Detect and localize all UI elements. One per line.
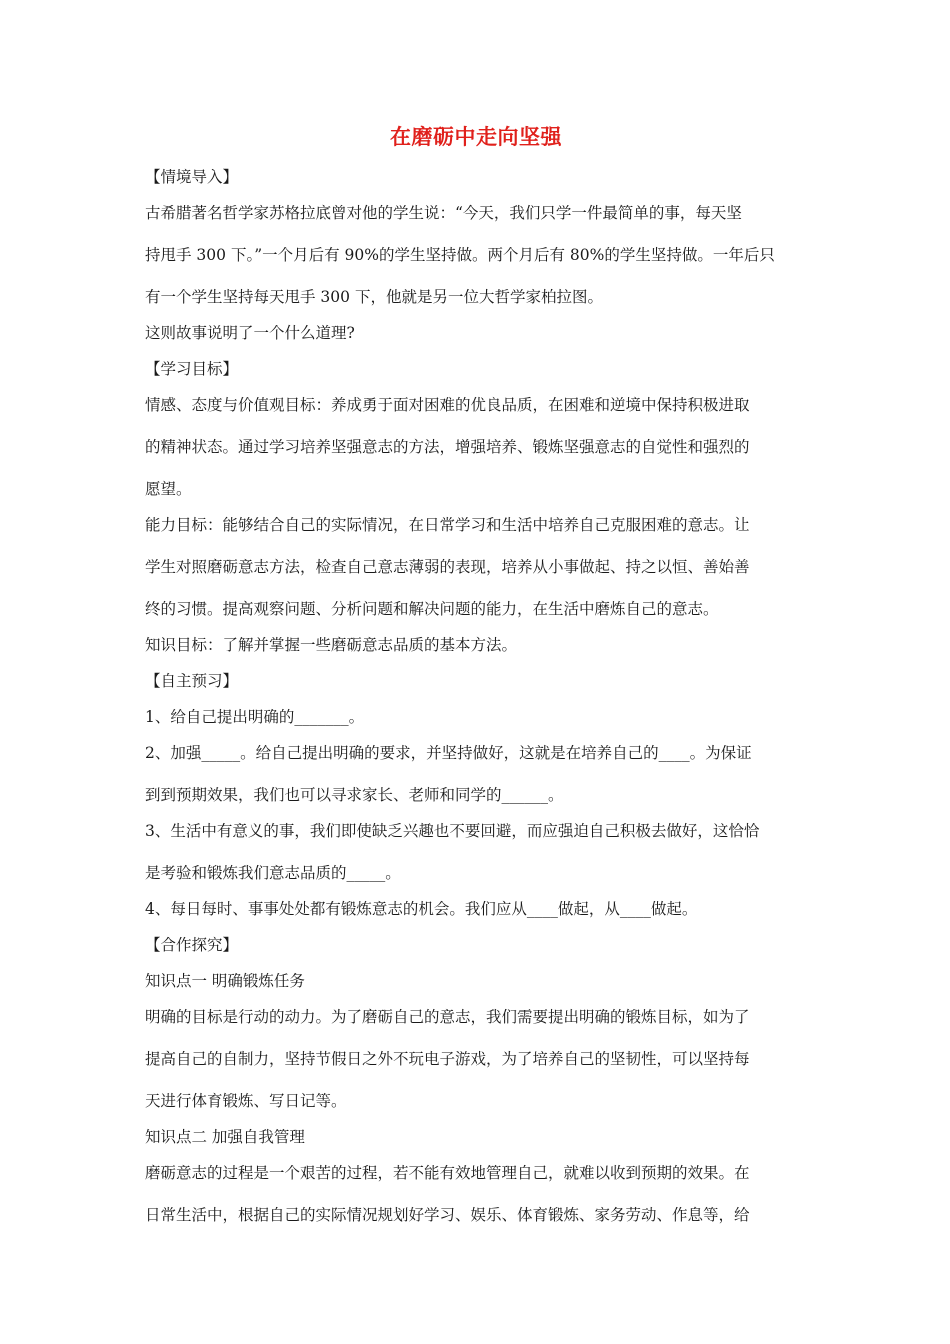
text-line: 知识目标：了解并掌握一些磨砺意志品质的基本方法。 <box>145 636 518 654</box>
text-line: 到到预期效果，我们也可以寻求家长、老师和同学的______。 <box>145 786 564 804</box>
text-line: 3、生活中有意义的事，我们即使缺乏兴趣也不要回避，而应强迫自己积极去做好，这恰恰 <box>145 822 760 840</box>
text-line: 有一个学生坚持每天甩手 300 下，他就是另一位大哲学家柏拉图。 <box>145 288 603 306</box>
text-line: 能力目标：能够结合自己的实际情况，在日常学习和生活中培养自己克服困难的意志。让 <box>145 516 750 534</box>
text-line: 是考验和锻炼我们意志品质的_____。 <box>145 864 401 882</box>
document-body <box>145 164 807 1228</box>
text-line: 磨砺意志的过程是一个艰苦的过程，若不能有效地管理自己，就难以收到预期的效果。在 <box>145 1164 750 1182</box>
text-line: 知识点二 加强自我管理 <box>145 1128 305 1146</box>
text-line: 这则故事说明了一个什么道理? <box>145 324 355 342</box>
text-line: 古希腊著名哲学家苏格拉底曾对他的学生说：“今天，我们只学一件最简单的事，每天坚 <box>145 204 742 222</box>
text-line: 情感、态度与价值观目标：养成勇于面对困难的优良品质，在困难和逆境中保持积极进取 <box>145 396 750 414</box>
text-line: 【情境导入】 <box>145 168 239 186</box>
text-line: 【自主预习】 <box>145 672 239 690</box>
text-line: 4、每日每时、事事处处都有锻炼意志的机会。我们应从____做起，从____做起。 <box>145 900 698 918</box>
text-line: 天进行体育锻炼、写日记等。 <box>145 1092 347 1110</box>
text-line: 的精神状态。通过学习培养坚强意志的方法，增强培养、锻炼坚强意志的自觉性和强烈的 <box>145 438 750 456</box>
text-line: 提高自己的自制力，坚持节假日之外不玩电子游戏，为了培养自己的坚韧性，可以坚持每 <box>145 1050 750 1068</box>
document-title: 在磨砺中走向坚强 <box>390 124 562 149</box>
text-line: 日常生活中，根据自己的实际情况规划好学习、娱乐、体育锻炼、家务劳动、作息等，给 <box>145 1206 750 1224</box>
text-line: 【学习目标】 <box>145 360 239 378</box>
document-page <box>145 120 807 1228</box>
text-line: 愿望。 <box>145 480 192 498</box>
text-line: 学生对照磨砺意志方法，检查自己意志薄弱的表现，培养从小事做起、持之以恒、善始善 <box>145 558 750 576</box>
text-line: 1、给自己提出明确的_______。 <box>145 708 365 726</box>
text-line: 明确的目标是行动的动力。为了磨砺自己的意志，我们需要提出明确的锻炼目标，如为了 <box>145 1008 750 1026</box>
text-line: 2、加强_____。给自己提出明确的要求，并坚持做好，这就是在培养自己的____。为保证 <box>145 744 752 762</box>
text-line: 【合作探究】 <box>145 936 239 954</box>
text-line: 持甩手 300 下。”一个月后有 90%的学生坚持做。两个月后有 80%的学生坚持做。一年后只 <box>145 246 775 264</box>
text-line: 知识点一 明确锻炼任务 <box>145 972 305 990</box>
text-line: 终的习惯。提高观察问题、分析问题和解决问题的能力，在生活中磨炼自己的意志。 <box>145 600 719 618</box>
